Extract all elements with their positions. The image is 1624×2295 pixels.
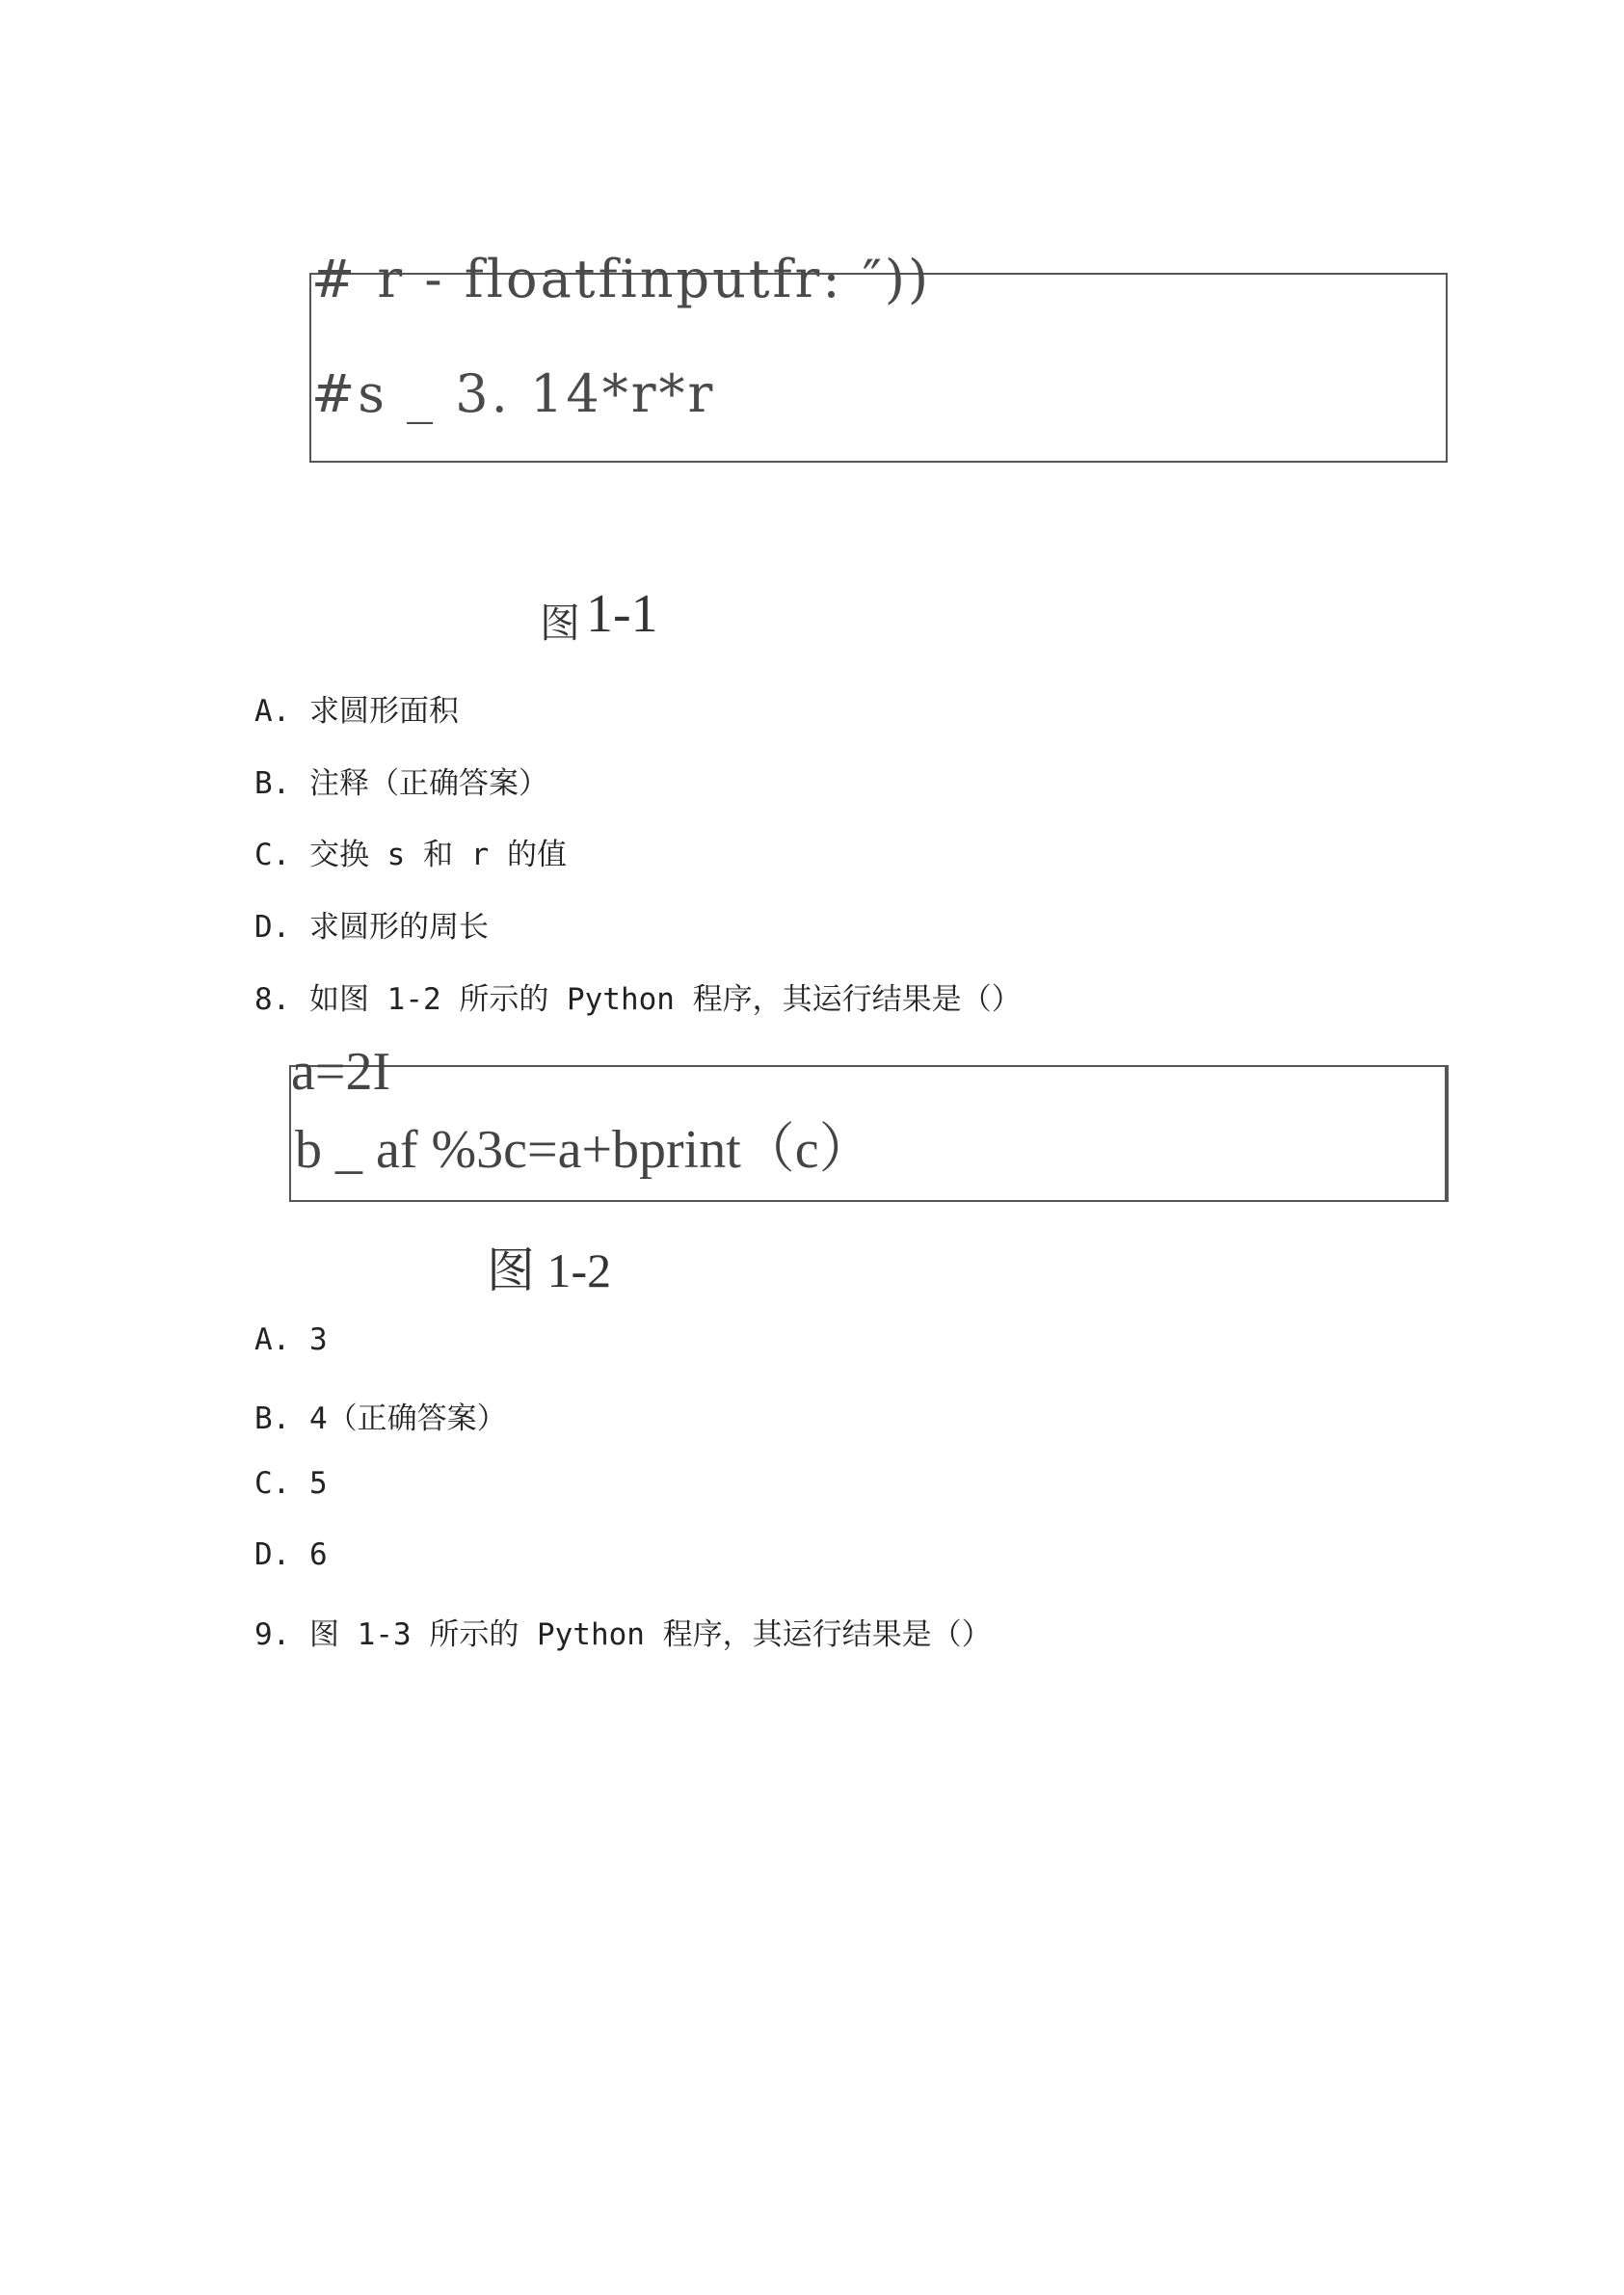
option-c	[254, 830, 567, 873]
question-text: 如图 1-2 所示的 Python 程序，其运行结果是（）	[309, 982, 1022, 1017]
option-text: 3	[309, 1322, 328, 1357]
option-text: 4（正确答案）	[309, 1401, 507, 1436]
option-label: A.	[254, 694, 291, 729]
question-9	[254, 1610, 992, 1653]
option-label: D.	[254, 1537, 291, 1572]
option-label: D.	[254, 910, 291, 945]
option-a	[254, 686, 459, 730]
code-line: a=2I	[291, 1042, 391, 1102]
option-d	[254, 1537, 328, 1572]
figure-caption-number: 1-1	[586, 584, 658, 644]
figure-caption: 图 1-2	[487, 1243, 612, 1297]
question-number: 9.	[254, 1617, 291, 1652]
option-text: 求圆形面积	[309, 694, 459, 729]
option-c	[254, 1466, 328, 1501]
option-label: C.	[254, 1466, 291, 1501]
option-label: A.	[254, 1322, 291, 1357]
option-d	[254, 902, 489, 946]
option-text: 求圆形的周长	[309, 910, 489, 945]
question-text: 图 1-3 所示的 Python 程序，其运行结果是（）	[309, 1617, 992, 1652]
option-label: B.	[254, 1401, 291, 1436]
option-b	[254, 759, 548, 802]
code-line: # r - floatfinputfr: ″))	[311, 249, 932, 309]
option-label: B.	[254, 766, 291, 801]
code-line: #s _ 3. 14*r*r	[311, 363, 716, 424]
option-text: 注释（正确答案）	[309, 766, 548, 801]
option-a	[254, 1322, 328, 1357]
option-label: C.	[254, 838, 291, 872]
code-line: b _ af %3c=a+bprint（c）	[295, 1120, 873, 1180]
option-text: 6	[309, 1537, 328, 1572]
question-number: 8.	[254, 982, 291, 1017]
question-8	[254, 974, 1022, 1018]
figure-caption-prefix: 图	[540, 600, 581, 647]
figure-caption	[540, 583, 658, 650]
option-text: 5	[309, 1466, 328, 1501]
option-text: 交换 s 和 r 的值	[309, 838, 567, 872]
option-b	[254, 1394, 507, 1437]
